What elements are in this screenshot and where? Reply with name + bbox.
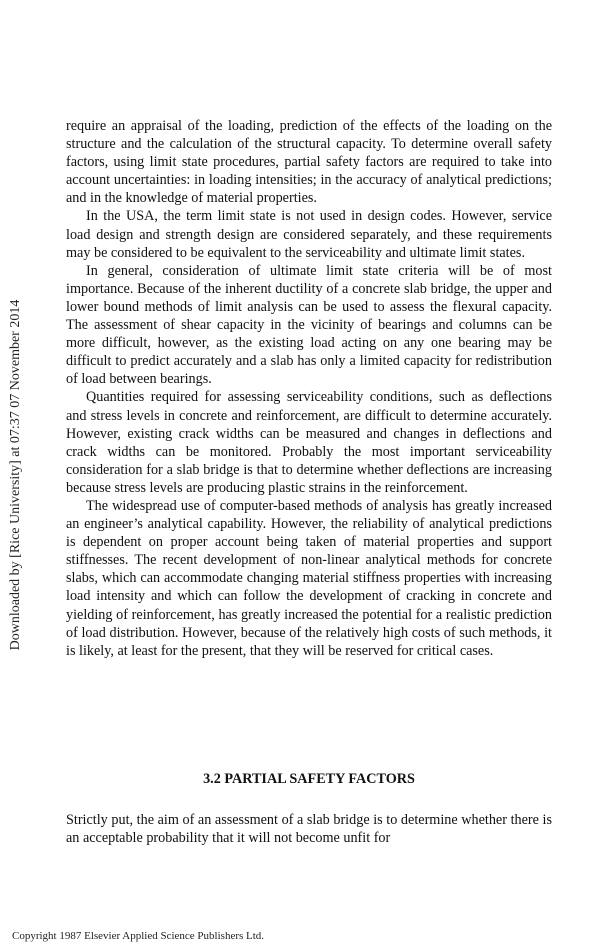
paragraph-computer-methods: The widespread use of computer-based methods of analysis has greatly increased an engineer’s analytical capability. However, the reliability of analytical predictions is dependent on proper account being taken of material properties and support stiffnesses. The recent development of non-linear analytical methods for concrete slabs, which can accommodate changing material stiffness properties with increasing load intensity and which can follow the development of cracking in concrete and yielding of reinforcement, has greatly increased the potential for a realistic prediction of load distribution. However, because of the relatively high costs of such methods, it is likely, at least for the present, that they will be reserved for critical cases.: [66, 497, 552, 659]
section-body-text: [66, 811, 552, 847]
paragraph-usa-limit-state: In the USA, the term limit state is not used in design codes. However, service load design and strength design are considered separately, and these requirements may be considered to be equivalent to the serviceability and ultimate limit states.: [66, 208, 552, 261]
paragraph-ultimate-limit-state: In general, consideration of ultimate limit state criteria will be of most importance. Because of the inherent ductility of a concrete slab bridge, the upper and lower bound methods of limit analysis can be used to assess the flexural capacity. The assessment of shear capacity in the vicinity of bearings and columns can be more difficult, however, as the existing load acting on any one bearing may be difficult to predict accurately and a slab has only a limited capacity for redistribution of load between bearings.: [66, 262, 552, 388]
copyright-notice: Copyright 1987 Elsevier Applied Science Publishers Ltd.: [12, 930, 265, 942]
download-watermark: Downloaded by [Rice University] at 07:37 07 November 2014: [8, 299, 23, 651]
body-text: [66, 117, 552, 660]
section-heading: 3.2 PARTIAL SAFETY FACTORS: [203, 771, 415, 787]
paragraph-serviceability: Quantities required for assessing serviceability conditions, such as deflections and stress levels in concrete and reinforcement, are difficult to determine accurately. However, existing crack widths can be measured and changes in deflections and crack widths can be monitored. Probably the most important serviceability consideration for a slab bridge is that to determine whether deflections are increasing because stress levels are producing plastic strains in the reinforcement.: [66, 389, 552, 496]
paragraph-continuation: require an appraisal of the loading, prediction of the effects of the loading on the structure and the calculation of the structural capacity. To determine overall safety factors, using limit state procedures, partial safety factors are required to take into account uncertainties: in loading intensities; in the accuracy of analytical predictions; and in the knowledge of material properties.: [66, 118, 552, 207]
paragraph-section-intro: Strictly put, the aim of an assessment of a slab bridge is to determine whether there is an acceptable probability that it will not become unfit for: [66, 812, 552, 847]
